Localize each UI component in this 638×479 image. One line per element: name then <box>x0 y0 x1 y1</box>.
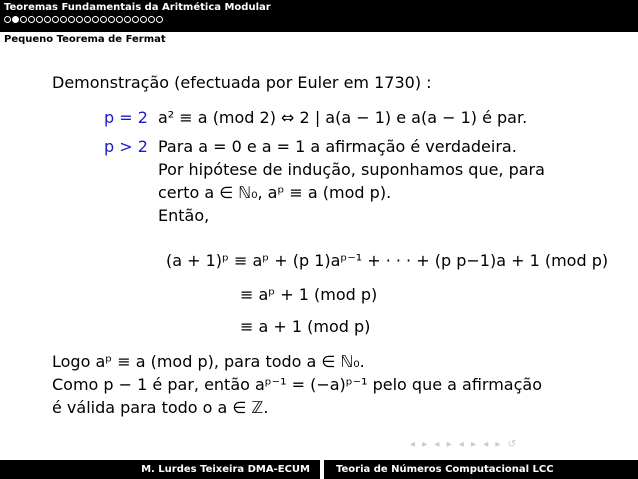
progress-dot[interactable] <box>140 16 147 23</box>
progress-dot[interactable] <box>108 16 115 23</box>
progress-dot[interactable] <box>60 16 67 23</box>
beamer-navigation-icons[interactable]: ◂ ▸ ◂ ▸ ◂ ▸ ◂ ▸ ↺ <box>410 439 518 450</box>
progress-dot[interactable] <box>124 16 131 23</box>
progress-dot[interactable] <box>44 16 51 23</box>
conclusion-line-3: é válida para todo o a ∈ ℤ. <box>52 398 269 417</box>
progress-dot[interactable] <box>84 16 91 23</box>
progress-dot[interactable] <box>116 16 123 23</box>
progress-dot[interactable] <box>148 16 155 23</box>
case-p2-text: a² ≡ a (mod 2) ⇔ 2 | a(a − 1) e a(a − 1) é par. <box>158 108 528 127</box>
header-bar <box>0 0 638 32</box>
conclusion-line-2: Como p − 1 é par, então aᵖ⁻¹ = (−a)ᵖ⁻¹ pelo que a afirmação <box>52 375 542 394</box>
footer-author: M. Lurdes Teixeira DMA-ECUM <box>0 460 320 479</box>
equation-line-1: (a + 1)ᵖ ≡ aᵖ + (p 1)aᵖ⁻¹ + · · · + (p p−1)a + 1 (mod p) <box>166 251 609 270</box>
slide-progress-dots <box>4 16 163 26</box>
section-title: Pequeno Teorema de Fermat <box>4 34 166 45</box>
progress-dot[interactable] <box>68 16 75 23</box>
progress-dot[interactable] <box>92 16 99 23</box>
progress-dot[interactable] <box>52 16 59 23</box>
proof-intro: Demonstração (efectuada por Euler em 1730) : <box>52 73 432 92</box>
equation-line-2: ≡ aᵖ + 1 (mod p) <box>240 285 378 304</box>
conclusion-line-1: Logo aᵖ ≡ a (mod p), para todo a ∈ ℕ₀. <box>52 352 365 371</box>
progress-dot[interactable] <box>132 16 139 23</box>
equation-line-3: ≡ a + 1 (mod p) <box>240 317 371 336</box>
progress-dot[interactable] <box>4 16 11 23</box>
case-label-p2: p = 2 <box>104 108 148 127</box>
progress-dot[interactable] <box>20 16 27 23</box>
progress-dot[interactable] <box>100 16 107 23</box>
case-label-pgt2: p > 2 <box>104 137 148 156</box>
section-bar <box>0 32 638 50</box>
slide-content <box>0 55 638 445</box>
presentation-title: Teoremas Fundamentais da Aritmética Modular <box>4 2 271 13</box>
footer-course: Teoria de Números Computacional LCC <box>320 460 638 479</box>
case-pgt2-line2: Por hipótese de indução, suponhamos que, para <box>158 160 545 179</box>
progress-dot[interactable] <box>76 16 83 23</box>
case-pgt2-line1: Para a = 0 e a = 1 a afirmação é verdadeira. <box>158 137 517 156</box>
progress-dot[interactable] <box>36 16 43 23</box>
progress-dot[interactable] <box>12 16 19 23</box>
case-pgt2-line3: certo a ∈ ℕ₀, aᵖ ≡ a (mod p). <box>158 183 392 202</box>
progress-dot[interactable] <box>28 16 35 23</box>
progress-dot[interactable] <box>156 16 163 23</box>
case-pgt2-line4: Então, <box>158 206 210 225</box>
footer-bar <box>0 460 638 479</box>
